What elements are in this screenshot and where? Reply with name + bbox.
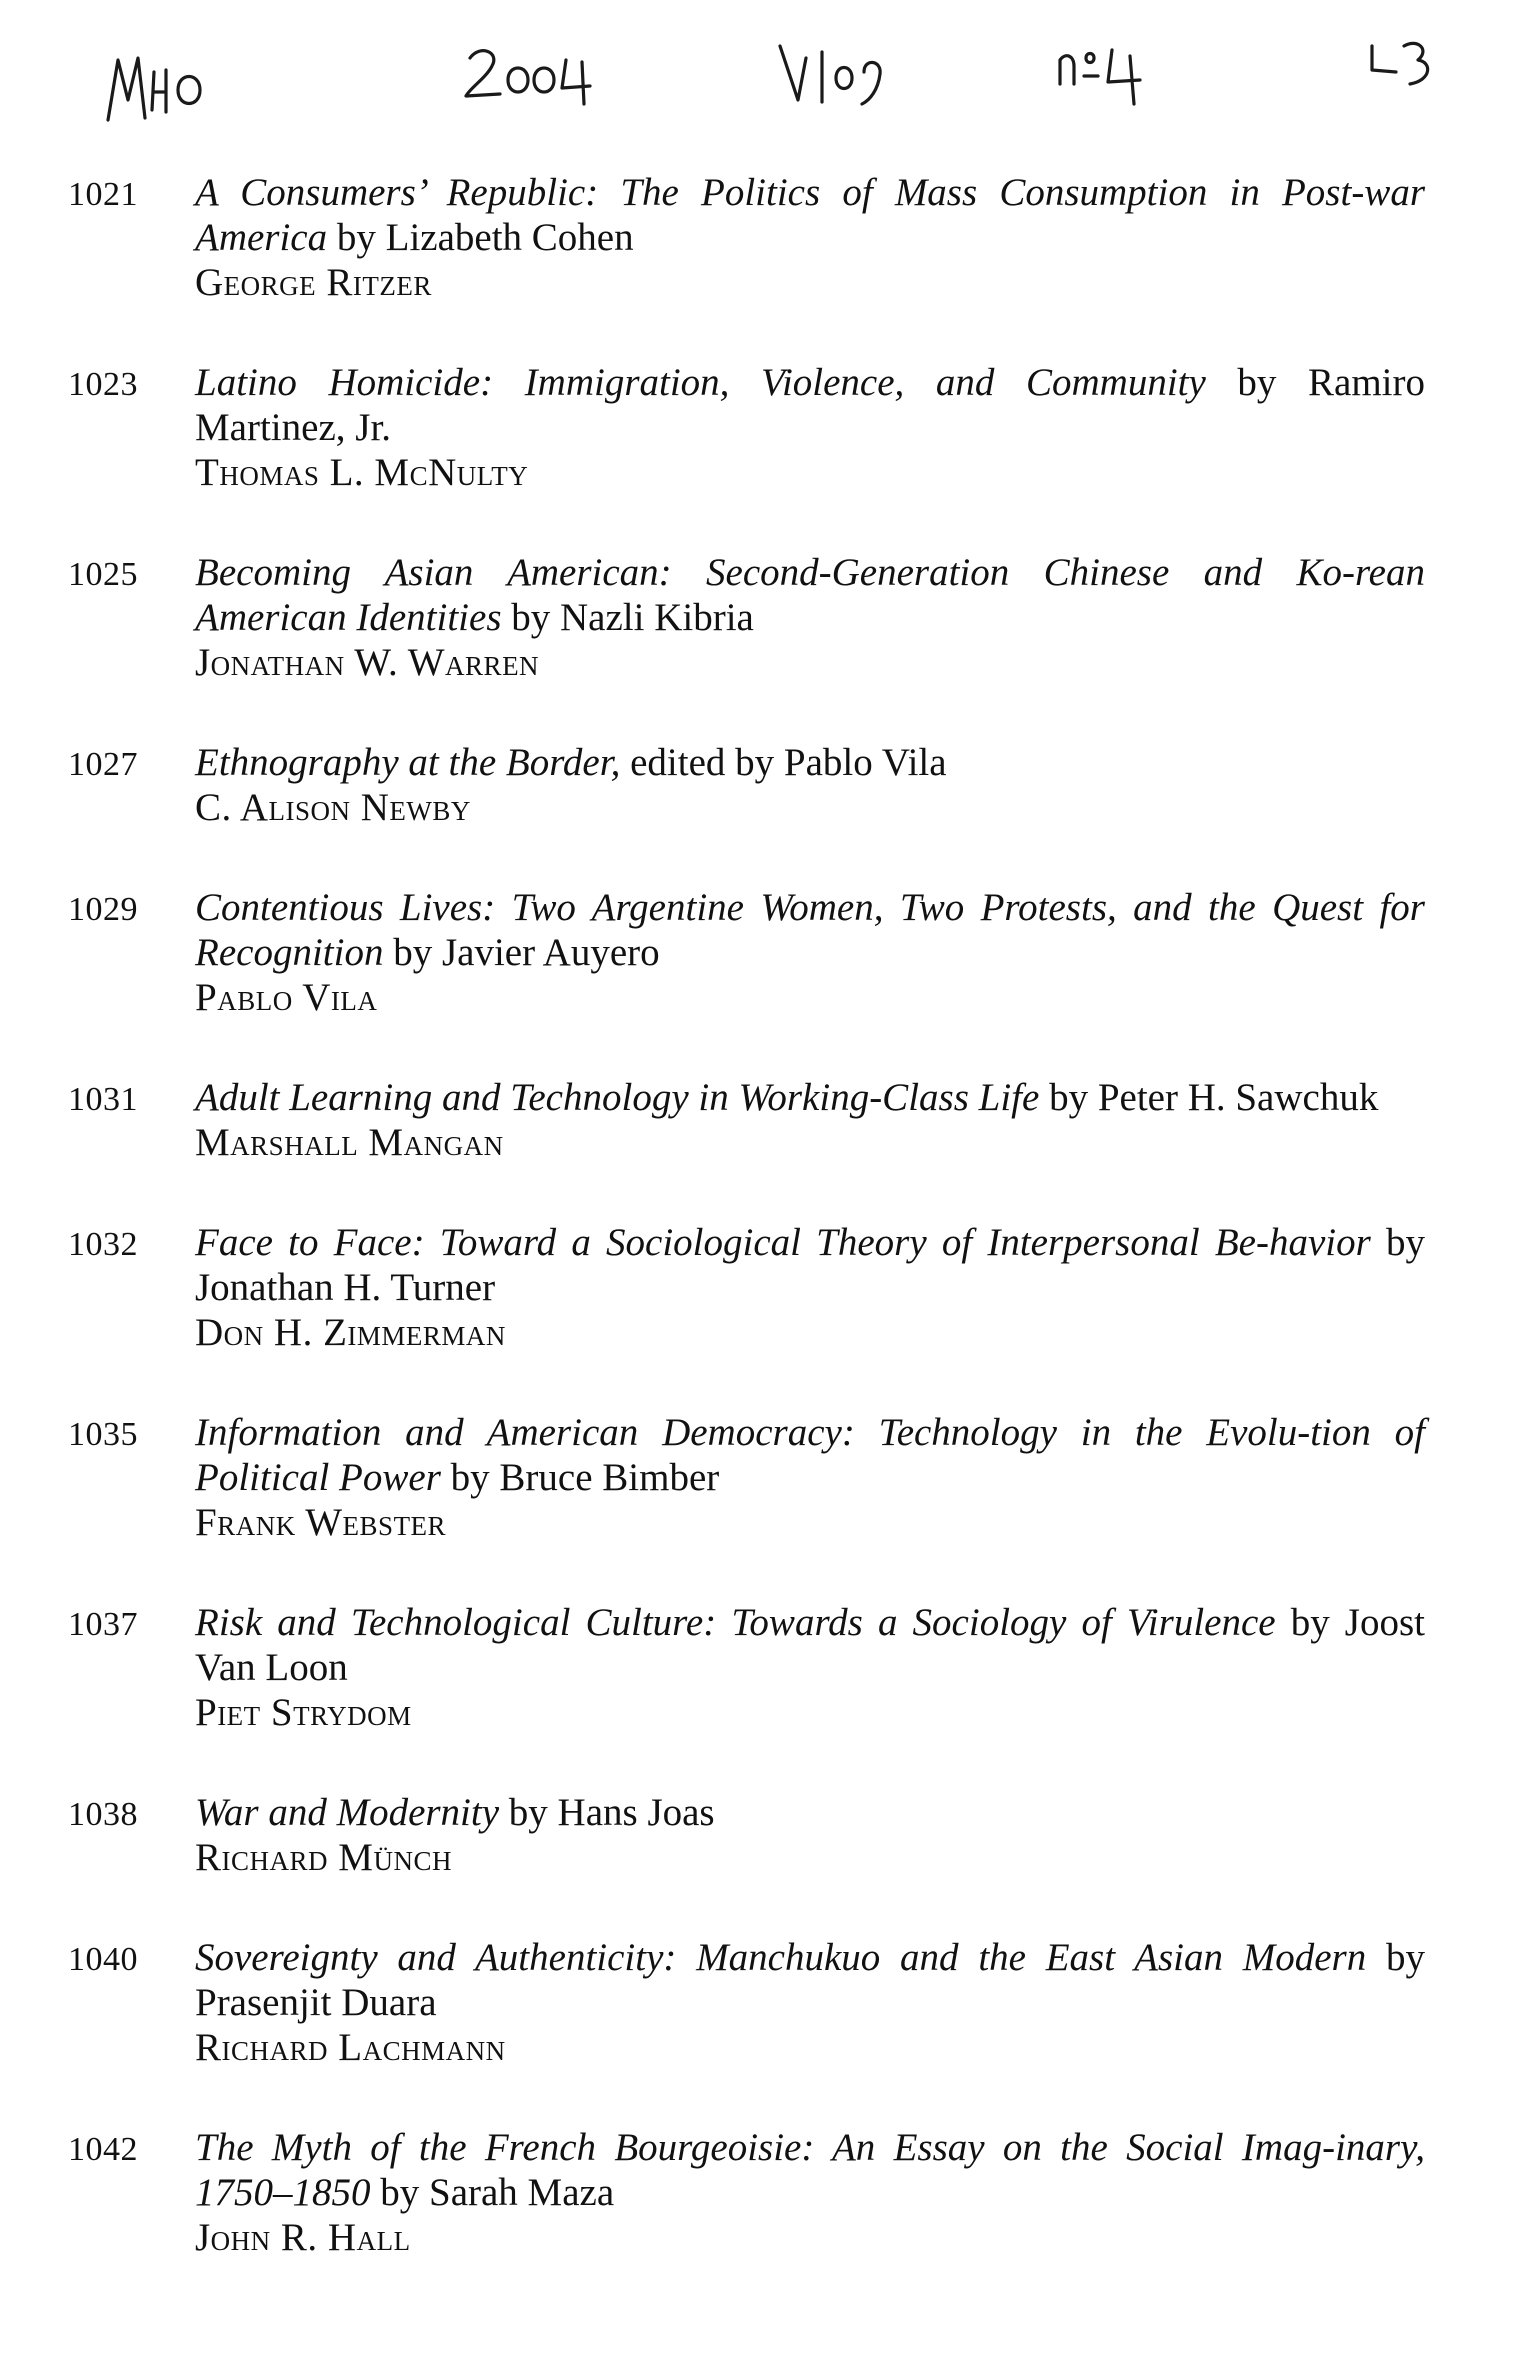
entry-body	[195, 885, 1425, 1020]
reviewer-name: Jonathan W. Warren	[195, 641, 540, 684]
reviewer-name: Frank Webster	[195, 1501, 447, 1544]
handwritten-notation	[0, 0, 1525, 150]
book-title: Risk and Technological Culture: Towards a Sociology of Virulence	[195, 1601, 1276, 1644]
book-citation	[195, 360, 1425, 450]
book-title: War and Modernity	[195, 1791, 500, 1834]
book-author: by Lizabeth Cohen	[327, 216, 634, 259]
book-author: by Peter H. Sawchuk	[1039, 1076, 1379, 1119]
review-entry	[68, 885, 1468, 1020]
book-title: A Consumers’ Republic: The Politics of Mass Consumption in Post-war America	[195, 171, 1425, 259]
book-citation	[195, 740, 1425, 785]
entry-body	[195, 2125, 1425, 2260]
book-author: by Hans Joas	[499, 1791, 715, 1834]
book-title: Ethnography at the Border,	[195, 741, 621, 784]
page-number: 1031	[68, 1081, 138, 1118]
book-title: Sovereignty and Authenticity: Manchukuo and the East Asian Modern	[195, 1936, 1367, 1979]
book-citation	[195, 1600, 1425, 1690]
page-number: 1021	[68, 176, 138, 213]
review-entry	[68, 1220, 1468, 1355]
book-citation	[195, 550, 1425, 640]
reviewer-name: Piet Strydom	[195, 1691, 412, 1734]
book-author: edited by Pablo Vila	[620, 741, 947, 784]
page-number: 1029	[68, 891, 138, 928]
book-citation	[195, 2125, 1425, 2215]
review-entry	[68, 1790, 1468, 1880]
page-number: 1038	[68, 1796, 138, 1833]
page-number: 1032	[68, 1226, 138, 1263]
review-entry	[68, 740, 1468, 830]
book-citation	[195, 1075, 1425, 1120]
reviewer-name: C. Alison Newby	[195, 786, 471, 829]
book-citation	[195, 1220, 1425, 1310]
book-title: Becoming Asian American: Second-Generation Chinese and Ko-rean American Identities	[195, 551, 1425, 639]
book-title: Face to Face: Toward a Sociological Theory of Interpersonal Be-havior	[195, 1221, 1371, 1264]
book-author: by Joost Van Loon	[195, 1601, 1425, 1689]
entry-body	[195, 1075, 1425, 1165]
entry-body	[195, 550, 1425, 685]
book-citation	[195, 1410, 1425, 1500]
review-contents-list	[68, 170, 1468, 2315]
reviewer-name: George Ritzer	[195, 261, 432, 304]
book-author: by Jonathan H. Turner	[195, 1221, 1426, 1309]
reviewer-name: Pablo Vila	[195, 976, 378, 1019]
entry-body	[195, 1935, 1425, 2070]
book-title: Information and American Democracy: Technology in the Evolu-tion of Political Power	[195, 1411, 1425, 1499]
book-author: by Ramiro Martinez, Jr.	[195, 361, 1425, 449]
entry-body	[195, 1600, 1425, 1735]
book-title: Contentious Lives: Two Argentine Women, Two Protests, and the Quest for Recognition	[195, 886, 1425, 974]
book-citation	[195, 1935, 1425, 2025]
book-author: by Sarah Maza	[370, 2171, 615, 2214]
review-entry	[68, 2125, 1468, 2260]
reviewer-name: Richard Münch	[195, 1836, 452, 1879]
book-author: by Prasenjit Duara	[195, 1936, 1425, 2024]
reviewer-name: Don H. Zimmerman	[195, 1311, 506, 1354]
entry-body	[195, 170, 1425, 305]
review-entry	[68, 360, 1468, 495]
book-author: by Javier Auyero	[383, 931, 660, 974]
entry-body	[195, 360, 1425, 495]
book-citation	[195, 885, 1425, 975]
reviewer-name: Marshall Mangan	[195, 1121, 504, 1164]
book-title: The Myth of the French Bourgeoisie: An Essay on the Social Imag-inary, 1750–1850	[195, 2126, 1425, 2214]
reviewer-name: Richard Lachmann	[195, 2026, 506, 2069]
page-number: 1027	[68, 746, 138, 783]
page-number: 1025	[68, 556, 138, 593]
entry-body	[195, 740, 1425, 830]
book-author: by Nazli Kibria	[501, 596, 754, 639]
page-number: 1040	[68, 1941, 138, 1978]
review-entry	[68, 550, 1468, 685]
book-citation	[195, 170, 1425, 260]
review-entry	[68, 170, 1468, 305]
page-number: 1042	[68, 2131, 138, 2168]
book-citation	[195, 1790, 1425, 1835]
review-entry	[68, 1935, 1468, 2070]
page-number: 1037	[68, 1606, 138, 1643]
review-entry	[68, 1410, 1468, 1545]
entry-body	[195, 1220, 1425, 1355]
review-entry	[68, 1600, 1468, 1735]
page-number: 1035	[68, 1416, 138, 1453]
reviewer-name: John R. Hall	[195, 2216, 411, 2259]
review-entry	[68, 1075, 1468, 1165]
page-number: 1023	[68, 366, 138, 403]
handwritten-signature-graphic	[0, 0, 1525, 150]
book-title: Latino Homicide: Immigration, Violence, and Community	[195, 361, 1206, 404]
book-author: by Bruce Bimber	[440, 1456, 720, 1499]
entry-body	[195, 1410, 1425, 1545]
entry-body	[195, 1790, 1425, 1880]
reviewer-name: Thomas L. McNulty	[195, 451, 529, 494]
book-title: Adult Learning and Technology in Working-Class Life	[195, 1076, 1040, 1119]
